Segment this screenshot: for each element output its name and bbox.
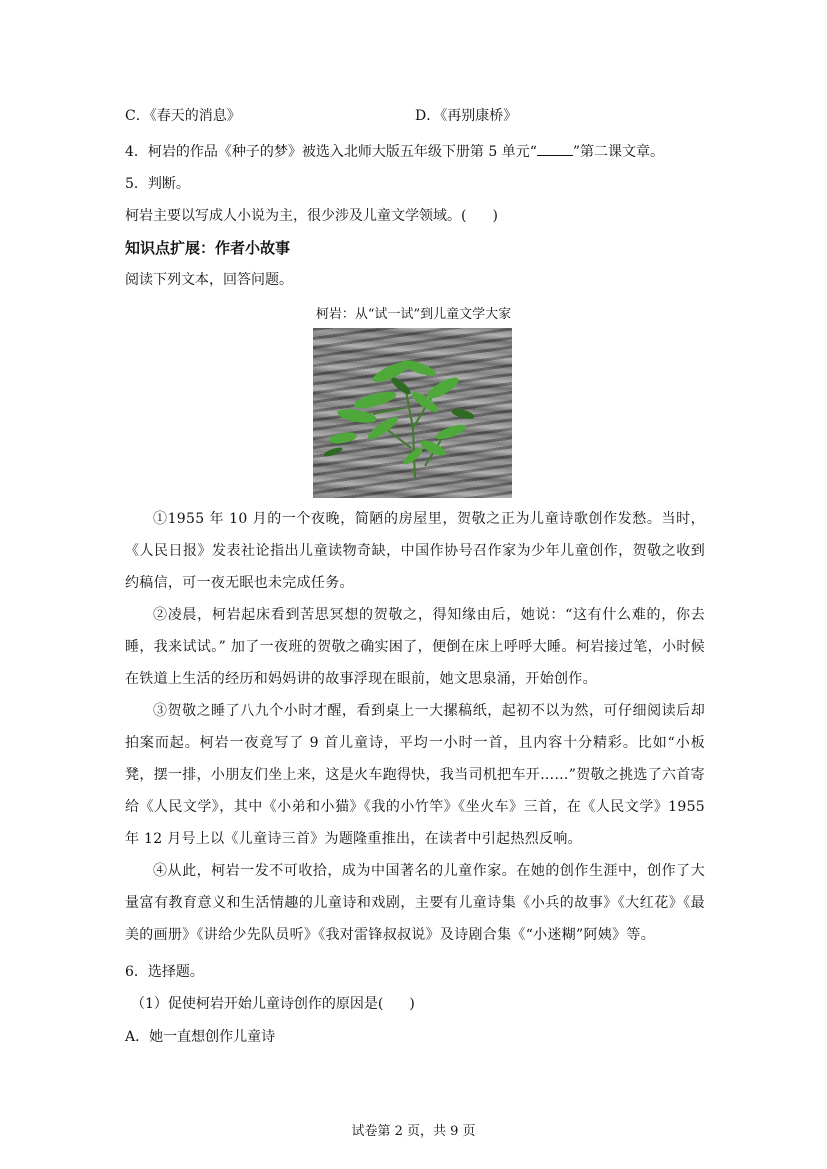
article-paragraph-2: ②凌晨，柯岩起床看到苦思冥想的贺敬之，得知缘由后，她说：“这有什么难的，你去睡，我来试试。” 加了一夜班的贺敬之确实困了，便倒在床上呼呼大睡。柯岩接过笔，小时候在铁道上生活的经历和妈妈讲的故事浮现在眼前，她文思泉涌，开始创作。 xyxy=(125,607,705,687)
question-6-1-stem-text: （1）促使柯岩开始儿童诗创作的原因是( xyxy=(131,996,384,1012)
option-c: C．《春天的消息》 xyxy=(125,108,241,124)
article-title: 柯岩：从“试一试”到儿童文学大家 xyxy=(315,307,512,322)
article-paragraph-1: ①1955 年 10 月的一个夜晚，简陋的房屋里，贺敬之正为儿童诗歌创作发愁。当时，《人民日报》发表社论指出儿童读物奇缺，中国作协号召作家为少年儿童创作，贺敬之收到约稿信，可一夜无眠也未完成任务。 xyxy=(125,511,705,591)
question-6-label: 6．选择题。 xyxy=(125,964,204,980)
plant-illustration xyxy=(313,328,512,498)
article-paragraph-4: ④从此，柯岩一发不可收拾，成为中国著名的儿童作家。在她的创作生涯中，创作了大量富有教育意义和生活情趣的儿童诗和戏剧，主要有儿童诗集《小兵的故事》《大红花》《最美的画册》《讲给少先队员听》《我对雷锋叔叔说》及诗剧合集《“小迷糊”阿姨》等。 xyxy=(125,863,705,943)
question-6-1-stem xyxy=(131,994,415,1014)
page-footer: 试卷第 2 页，共 9 页 xyxy=(351,1124,476,1139)
question-4-text-before: 4．柯岩的作品《种子的梦》被选入北师大版五年级下册第 5 单元“ xyxy=(125,144,537,160)
plant-on-rock-photo xyxy=(313,328,512,498)
question-4 xyxy=(125,141,664,162)
option-d: D．《再别康桥》 xyxy=(415,108,518,124)
section-instruction: 阅读下列文本，回答问题。 xyxy=(125,272,293,288)
question-4-text-after: ”第二课文章。 xyxy=(572,144,665,160)
question-5-statement-text: 柯岩主要以写成人小说为主，很少涉及儿童文学领域。( xyxy=(125,208,467,224)
article-paragraph-3: ③贺敬之睡了八九个小时才醒，看到桌上一大摞稿纸，起初不以为然，可仔细阅读后却拍案而起。柯岩一夜竟写了 9 首儿童诗，平均一小时一首，且内容十分精彩。比如“小板凳，摆一排，小朋友们坐上来，这是火车跑得快，我当司机把车开……”贺敬之挑选了六首寄给《人民文学》，其中《小弟和小猫》《我的小竹竿》《坐火车》三首，在《人民文学》1955 年 12 月号上以《儿童诗三首》为题隆重推出，在读者中引起热烈反响。 xyxy=(125,703,705,847)
section-heading: 知识点扩展：作者小故事 xyxy=(125,239,291,257)
answer-blank[interactable] xyxy=(537,141,573,156)
question-5-close: ) xyxy=(492,208,498,224)
options-row-prev xyxy=(125,106,517,126)
question-5-statement xyxy=(125,206,498,226)
option-a: A．她一直想创作儿童诗 xyxy=(125,1029,276,1045)
question-6-1-close: ) xyxy=(409,996,415,1012)
question-5-label: 5．判断。 xyxy=(125,176,190,192)
